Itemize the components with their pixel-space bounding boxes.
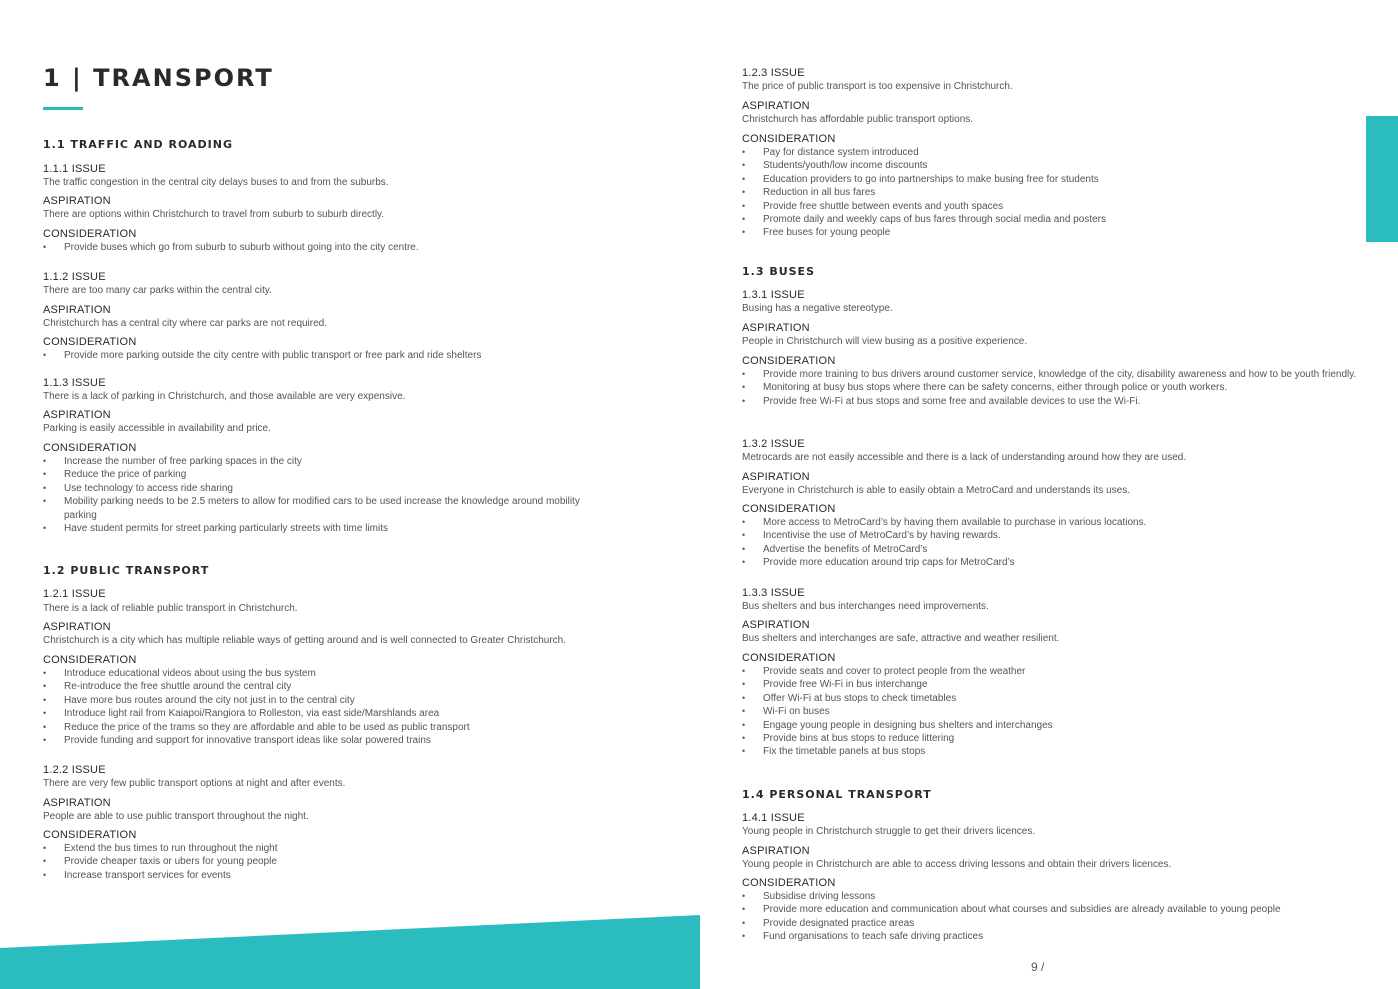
aspiration-label: ASPIRATION <box>742 619 810 631</box>
aspiration-text: There are options within Christchurch to travel from suburb to suburb directly. <box>43 209 385 220</box>
list-item: • Provide more parking outside the city centre with public transport or free park and ride shelters <box>43 349 663 362</box>
issue-label: 1.2.1 ISSUE <box>43 588 106 600</box>
list-item: • Have student permits for street parking particularly streets with time limits <box>43 522 663 535</box>
aspiration-label: ASPIRATION <box>742 100 810 112</box>
issue-text: Bus shelters and bus interchanges need improvements. <box>742 601 989 612</box>
issue-label: 1.1.1 ISSUE <box>43 163 106 175</box>
list-item: • Provide more education around trip caps for MetroCard’s <box>742 556 1357 569</box>
aspiration-label: ASPIRATION <box>742 471 810 483</box>
list-item: • Promote daily and weekly caps of bus fares through social media and posters <box>742 213 1357 226</box>
list-item: • Subsidise driving lessons <box>742 890 1357 903</box>
issue-text: Busing has a negative stereotype. <box>742 303 893 314</box>
list-item: • Offer Wi-Fi at bus stops to check timetables <box>742 692 1357 705</box>
consideration-list <box>43 667 663 747</box>
issue-text: There is a lack of parking in Christchurch, and those available are very expensive. <box>43 391 406 402</box>
aspiration-text: People are able to use public transport throughout the night. <box>43 811 309 822</box>
consideration-label: CONSIDERATION <box>43 228 137 240</box>
section-heading-personal-transport: 1.4 PERSONAL TRANSPORT <box>742 788 932 801</box>
list-item: • Have more bus routes around the city not just in to the central city <box>43 694 663 707</box>
list-item: • Advertise the benefits of MetroCard’s <box>742 543 1357 556</box>
list-item: • Extend the bus times to run throughout the night <box>43 842 663 855</box>
page-number: 9 / <box>1031 960 1045 974</box>
list-item: • Increase the number of free parking spaces in the city <box>43 455 663 468</box>
consideration-label: CONSIDERATION <box>43 654 137 666</box>
list-item: • Education providers to go into partnerships to make busing free for students <box>742 173 1357 186</box>
list-item: • Provide free shuttle between events and youth spaces <box>742 200 1357 213</box>
section-heading-public-transport: 1.2 PUBLIC TRANSPORT <box>43 564 210 577</box>
aspiration-text: People in Christchurch will view busing as a positive experience. <box>742 336 1028 347</box>
list-item: • Students/youth/low income discounts <box>742 159 1357 172</box>
consideration-list <box>742 516 1357 570</box>
consideration-label: CONSIDERATION <box>43 829 137 841</box>
consideration-label: CONSIDERATION <box>43 442 137 454</box>
consideration-label: CONSIDERATION <box>742 355 836 367</box>
consideration-label: CONSIDERATION <box>43 336 137 348</box>
title-underline <box>43 107 83 110</box>
list-item: • Reduce the price of parking <box>43 468 663 481</box>
aspiration-text: Bus shelters and interchanges are safe, attractive and weather resilient. <box>742 633 1060 644</box>
list-item: • Provide free Wi-Fi in bus interchange <box>742 678 1357 691</box>
list-item: • Provide more education and communication about what courses and subsidies are already available to young people <box>742 903 1357 916</box>
consideration-label: CONSIDERATION <box>742 652 836 664</box>
list-item: • Provide bins at bus stops to reduce littering <box>742 732 1357 745</box>
consideration-label: CONSIDERATION <box>742 503 836 515</box>
list-item: • Provide designated practice areas <box>742 917 1357 930</box>
list-item: • Fund organisations to teach safe driving practices <box>742 930 1357 943</box>
issue-label: 1.3.2 ISSUE <box>742 438 805 450</box>
consideration-list <box>742 146 1357 240</box>
consideration-label: CONSIDERATION <box>742 877 836 889</box>
aspiration-text: Christchurch is a city which has multiple reliable ways of getting around and is well connected to Greater Christchurch. <box>43 635 567 646</box>
decorative-side-tab <box>1366 116 1398 242</box>
page-title: 1 | TRANSPORT <box>43 64 274 92</box>
issue-label: 1.1.3 ISSUE <box>43 377 106 389</box>
list-item: • Mobility parking needs to be 2.5 meters to allow for modified cars to be used increase the knowledge around mobility parking <box>43 495 663 522</box>
consideration-list <box>742 890 1357 944</box>
aspiration-label: ASPIRATION <box>742 845 810 857</box>
aspiration-label: ASPIRATION <box>43 195 111 207</box>
issue-label: 1.3.3 ISSUE <box>742 587 805 599</box>
issue-label: 1.4.1 ISSUE <box>742 812 805 824</box>
consideration-list <box>742 665 1357 759</box>
list-item: • Introduce educational videos about using the bus system <box>43 667 663 680</box>
list-item: • More access to MetroCard’s by having them available to purchase in various locations. <box>742 516 1357 529</box>
list-item: • Incentivise the use of MetroCard’s by having rewards. <box>742 529 1357 542</box>
aspiration-label: ASPIRATION <box>43 409 111 421</box>
consideration-label: CONSIDERATION <box>742 133 836 145</box>
list-item: • Reduction in all bus fares <box>742 186 1357 199</box>
issue-text: Young people in Christchurch struggle to get their drivers licences. <box>742 826 1036 837</box>
issue-label: 1.2.3 ISSUE <box>742 67 805 79</box>
list-item: • Provide buses which go from suburb to suburb without going into the city centre. <box>43 241 663 254</box>
list-item: • Increase transport services for events <box>43 869 663 882</box>
list-item: • Provide funding and support for innovative transport ideas like solar powered trains <box>43 734 663 747</box>
issue-text: There are very few public transport options at night and after events. <box>43 778 346 789</box>
list-item: • Provide more training to bus drivers around customer service, knowledge of the city, disability awareness and how to be youth friendly. <box>742 368 1357 381</box>
list-item: • Introduce light rail from Kaiapoi/Rangiora to Rolleston, via east side/Marshlands area <box>43 707 663 720</box>
consideration-list <box>43 241 663 254</box>
consideration-list <box>43 455 663 535</box>
list-item: • Provide free Wi-Fi at bus stops and some free and available devices to use the Wi-Fi. <box>742 395 1357 408</box>
aspiration-label: ASPIRATION <box>43 621 111 633</box>
issue-text: There is a lack of reliable public transport in Christchurch. <box>43 603 298 614</box>
issue-text: The traffic congestion in the central city delays buses to and from the suburbs. <box>43 177 389 188</box>
section-heading-traffic-roading: 1.1 TRAFFIC AND ROADING <box>43 138 234 151</box>
issue-text: Metrocards are not easily accessible and there is a lack of understanding around how they are used. <box>742 452 1187 463</box>
list-item: • Monitoring at busy bus stops where there can be safety concerns, either through police or youth workers. <box>742 381 1357 394</box>
list-item: • Wi-Fi on buses <box>742 705 1357 718</box>
issue-text: There are too many car parks within the central city. <box>43 285 272 296</box>
list-item: • Provide seats and cover to protect people from the weather <box>742 665 1357 678</box>
aspiration-text: Young people in Christchurch are able to access driving lessons and obtain their drivers licences. <box>742 859 1172 870</box>
aspiration-label: ASPIRATION <box>742 322 810 334</box>
list-item: • Fix the timetable panels at bus stops <box>742 745 1357 758</box>
consideration-list <box>43 842 663 882</box>
list-item: • Reduce the price of the trams so they are affordable and able to be used as public transport <box>43 721 663 734</box>
issue-label: 1.1.2 ISSUE <box>43 271 106 283</box>
aspiration-label: ASPIRATION <box>43 797 111 809</box>
issue-label: 1.2.2 ISSUE <box>43 764 106 776</box>
aspiration-text: Christchurch has a central city where car parks are not required. <box>43 318 328 329</box>
decorative-teal-band <box>0 915 700 989</box>
consideration-list <box>43 349 663 362</box>
aspiration-text: Christchurch has affordable public transport options. <box>742 114 974 125</box>
aspiration-text: Parking is easily accessible in availability and price. <box>43 423 271 434</box>
aspiration-label: ASPIRATION <box>43 304 111 316</box>
list-item: • Use technology to access ride sharing <box>43 482 663 495</box>
list-item: • Provide cheaper taxis or ubers for young people <box>43 855 663 868</box>
list-item: • Pay for distance system introduced <box>742 146 1357 159</box>
list-item: • Re-introduce the free shuttle around the central city <box>43 680 663 693</box>
aspiration-text: Everyone in Christchurch is able to easily obtain a MetroCard and understands its uses. <box>742 485 1130 496</box>
consideration-list <box>742 368 1357 408</box>
list-item: • Free buses for young people <box>742 226 1357 239</box>
section-heading-buses: 1.3 BUSES <box>742 265 815 278</box>
issue-text: The price of public transport is too expensive in Christchurch. <box>742 81 1013 92</box>
list-item: • Engage young people in designing bus shelters and interchanges <box>742 719 1357 732</box>
issue-label: 1.3.1 ISSUE <box>742 289 805 301</box>
